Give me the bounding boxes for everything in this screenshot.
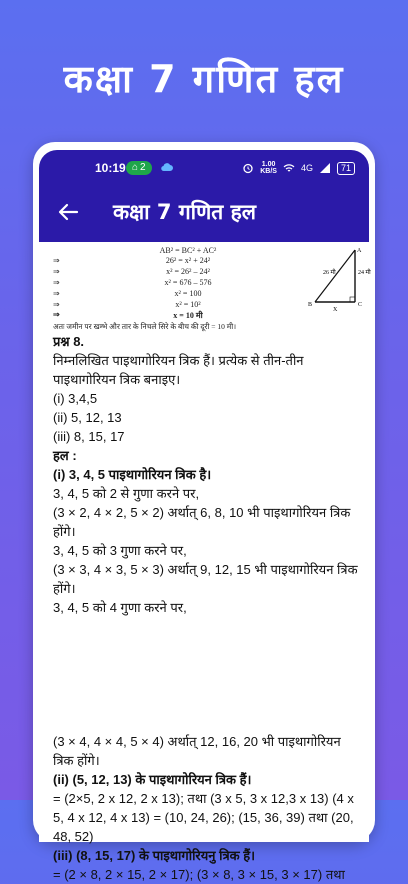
cloud-icon bbox=[161, 162, 173, 172]
hotspot-badge bbox=[126, 161, 152, 175]
solution-part-iii: (iii) (8, 15, 17) के पाइथागोरियनु त्रिक हैं। bbox=[53, 848, 256, 863]
status-bar bbox=[39, 158, 369, 178]
content-area[interactable] bbox=[39, 242, 371, 882]
base-x-label: X bbox=[333, 307, 338, 313]
equation-line: x = 10 मी bbox=[173, 311, 203, 320]
app-bar bbox=[39, 150, 369, 242]
solution-line: (3 × 2, 4 × 2, 5 × 2) अर्थात् 6, 8, 10 भी पाइथागोरियन त्रिक होंगे। bbox=[53, 505, 351, 539]
battery-indicator: 71 bbox=[337, 162, 355, 175]
solution-part-ii: (ii) (5, 12, 13) के पाइथागोरियन त्रिक हैं। bbox=[53, 772, 252, 787]
net-speed bbox=[260, 161, 277, 175]
option-iii: (iii) 8, 15, 17 bbox=[53, 429, 125, 444]
arrow: ⇒ bbox=[53, 278, 60, 287]
hotspot-count: 2 bbox=[140, 162, 146, 173]
status-time: 10:19 bbox=[95, 161, 126, 175]
solution-line: (3 × 3, 4 × 3, 5 × 3) अर्थात् 9, 12, 15 भी पाइथागोरियन त्रिक होंगे। bbox=[53, 562, 358, 596]
solution-line: 3, 4, 5 को 3 गुणा करने पर, bbox=[53, 543, 187, 558]
continued-solution-section bbox=[53, 732, 359, 884]
promo-title: कक्षा 7 गणित हल bbox=[63, 57, 345, 101]
equation-line: x² = 10² bbox=[175, 300, 201, 309]
solution-line: 3, 4, 5 को 2 से गुणा करने पर, bbox=[53, 486, 200, 501]
equation-line: x² = 26² – 24² bbox=[166, 267, 210, 276]
back-arrow-icon[interactable] bbox=[57, 202, 79, 222]
option-i: (i) 3,4,5 bbox=[53, 391, 98, 406]
vertex-c-label: C bbox=[358, 302, 363, 308]
hotspot-icon: ⌂ bbox=[132, 162, 139, 173]
arrow: ⇒ bbox=[53, 267, 60, 276]
phone-frame bbox=[33, 142, 375, 882]
equation-line: x² = 676 – 576 bbox=[164, 278, 212, 287]
question-text: निम्नलिखित पाइथागोरियन त्रिक हैं। प्रत्येक से तीन-तीन पाइथागोरियन त्रिक बनाइए। bbox=[53, 353, 304, 387]
arrow: ⇒ bbox=[53, 310, 60, 319]
equation-line: 26² = x² + 24² bbox=[165, 256, 211, 265]
page-title: कक्षा 7 गणित हल bbox=[113, 200, 256, 224]
arrow: ⇒ bbox=[53, 256, 60, 265]
solution-line: 3, 4, 5 को 4 गुणा करने पर, bbox=[53, 600, 187, 615]
solution-part-i: (i) 3, 4, 5 पाइथागोरियन त्रिक है। bbox=[53, 467, 212, 482]
solution-line: = (2×5, 2 x 12, 2 x 13); तथा (3 x 5, 3 x 12,3 x 13) (4 x 5, 4 x 12, 4 x 13) = (10, 24, 26); (15, 36, 39) तथा (20, 48, 52) bbox=[53, 791, 354, 844]
vertex-b-label: B bbox=[308, 302, 313, 308]
wifi-icon bbox=[283, 163, 295, 173]
signal-icon bbox=[319, 163, 331, 173]
triangle-figure bbox=[275, 246, 385, 314]
option-ii: (ii) 5, 12, 13 bbox=[53, 410, 122, 425]
arrow: ⇒ bbox=[53, 300, 60, 309]
equation-line: x² = 100 bbox=[174, 289, 202, 298]
question-section bbox=[53, 332, 359, 617]
network-type: 4G bbox=[300, 163, 313, 173]
side-label: 24 मी bbox=[358, 270, 371, 276]
scan-note: अतः जमीन पर खम्भे और तार के निचले सिरे के बीच की दूरी = 10 मी। bbox=[53, 322, 237, 331]
scanned-solution-image bbox=[53, 246, 371, 331]
solution-line: = (2 × 8, 2 × 15, 2 × 17); (3 × 8, 3 × 15, 3 × 17) तथा bbox=[53, 867, 345, 882]
alarm-icon bbox=[242, 163, 254, 173]
vertex-a-label: A bbox=[357, 248, 362, 254]
net-speed-value: 1.00 bbox=[261, 161, 276, 168]
solution-line: (3 × 4, 4 × 4, 5 × 4) अर्थात् 12, 16, 20 भी पाइथागोरियन त्रिक होंगे। bbox=[53, 734, 341, 768]
equation-line: AB² = BC² + AC² bbox=[159, 246, 217, 255]
toolbar bbox=[39, 192, 369, 232]
question-number: प्रश्न 8. bbox=[53, 334, 85, 349]
arrow: ⇒ bbox=[53, 289, 60, 298]
hypotenuse-label: 26 मी bbox=[323, 270, 336, 276]
solution-heading: हल : bbox=[53, 448, 77, 463]
net-speed-unit: KB/S bbox=[260, 168, 277, 175]
